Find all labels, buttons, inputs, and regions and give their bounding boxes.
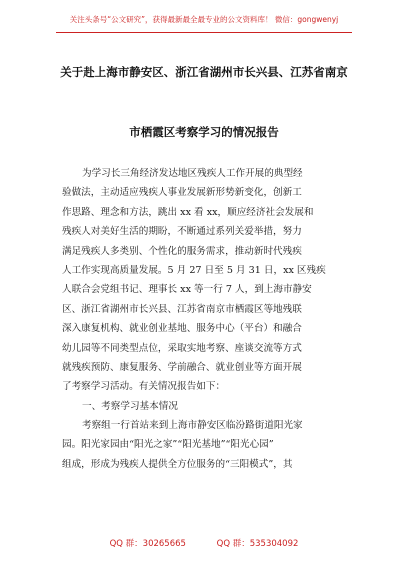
body-line: 作思路、理念和方法，跳出 xx 看 xx，顺应经济社会发展和 bbox=[62, 206, 314, 218]
body-line: 验做法，主动适应残疾人事业发展新形势新变化，创新工 bbox=[62, 187, 302, 199]
body-line: 组成，形成为残疾人提供全方位服务的“三阳模式”，其 bbox=[62, 458, 293, 470]
body-line: 人工作实现高质量发展。5 月 27 日至 5 月 31 日，xx 区残疾 bbox=[62, 264, 326, 276]
header-divider bbox=[56, 32, 352, 33]
body-line: 考察组一行首站来到上海市静安区临汾路街道阳光家 bbox=[82, 420, 303, 432]
body-line: 为学习长三角经济发达地区残疾人工作开展的典型经 bbox=[82, 168, 303, 179]
body-line: 一、考察学习基本情况 bbox=[82, 400, 178, 412]
body-line: 满足残疾人多类别、个性化的服务需求，推动新时代残疾 bbox=[62, 245, 302, 257]
body-line: 人联合会党组书记、理事长 xx 等一行 7 人，到上海市静安 bbox=[62, 284, 312, 296]
header-banner: 关注头条号“公文研究”，获得最新最全最专业的公文资料库！ 微信：gongwenyj bbox=[69, 15, 339, 24]
document-title-line-1: 关于赴上海市静安区、浙江省湖州市长兴县、江苏省南京 bbox=[60, 65, 348, 79]
document-body bbox=[62, 164, 352, 474]
footer-qq-group-1: QQ 群：30265665 bbox=[109, 539, 186, 549]
body-line: 幼儿园等不同类型点位，采取实地考察、座谈交流等方式 bbox=[62, 342, 302, 354]
document-title-line-2: 市栖霞区考察学习的情况报告 bbox=[129, 125, 279, 139]
body-line: 深入康复机构、就业创业基地、服务中心（平台）和融合 bbox=[62, 323, 302, 335]
body-line: 残疾人对美好生活的期盼，不断通过系列关爱举措，努力 bbox=[62, 226, 302, 238]
footer bbox=[0, 537, 408, 549]
body-line: 区、浙江省湖州市长兴县、江苏省南京市栖霞区等地残联 bbox=[62, 303, 302, 315]
body-line: 园。阳光家园由“阳光之家”“阳光基地”“阳光心园” bbox=[62, 439, 274, 451]
footer-qq-group-2: QQ 群：535304092 bbox=[216, 539, 299, 549]
body-line: 了考察学习活动。有关情况报告如下： bbox=[62, 381, 226, 393]
body-line: 就残疾预防、康复服务、学前融合、就业创业等方面开展 bbox=[62, 361, 302, 373]
